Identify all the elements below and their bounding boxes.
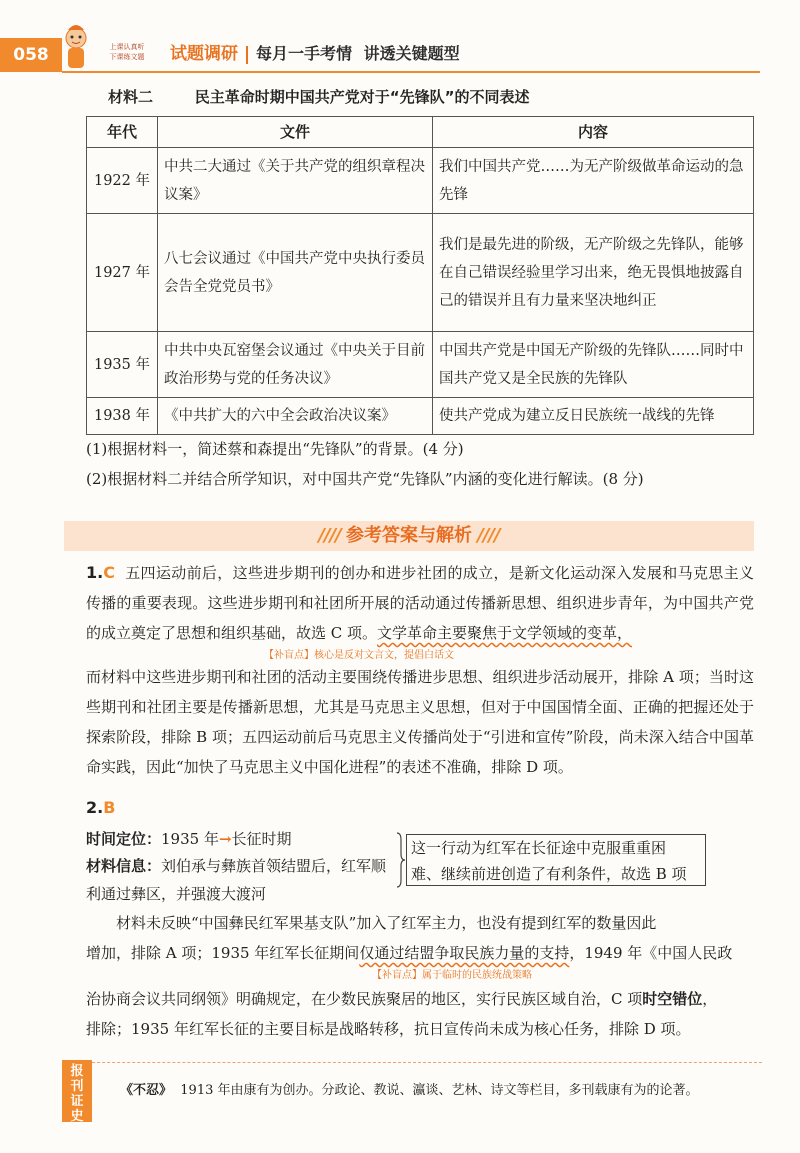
answers-banner-label: 参考答案与解析 <box>346 525 472 546</box>
footer-divider <box>62 1062 762 1063</box>
document-cell: 《中共扩大的六中全会政治决议案》 <box>158 398 433 435</box>
slogan-line-2: 下课练文题 <box>109 53 145 61</box>
answer-2-line-3 <box>86 984 754 1014</box>
column-header: 文件 <box>158 117 433 148</box>
year-cell: 1935 年 <box>87 332 158 398</box>
footer-note <box>120 1081 699 1101</box>
content-cell: 我们中国共产党……为无产阶级做革命运动的急先锋 <box>433 148 754 214</box>
banner-decoration-icon: //// <box>318 525 346 546</box>
content-cell: 我们是最先进的阶级，无产阶级之先锋队，能够在自己错误经验里学习出来，绝无畏惧地披露自己的错误并且有力量来坚决地纠正 <box>433 214 754 332</box>
year-cell: 1938 年 <box>87 398 158 435</box>
document-cell: 八七会议通过《中国共产党中央执行委员会告全党党员书》 <box>158 214 433 332</box>
brand-title: 试题调研 <box>170 44 238 64</box>
info-line-1: 刘伯承与彝族首领结盟后，红军顺 <box>161 857 387 875</box>
supplement-note: 【补盲点】核心是反对文言文，提倡白话文 <box>264 650 454 661</box>
answer-2-text: ，1949 年《中国人民政 <box>569 944 733 962</box>
table-row <box>87 332 754 398</box>
answers-banner-title <box>64 521 754 551</box>
content-cell: 使共产党成为建立反日民族统一战线的先锋 <box>433 398 754 435</box>
material-info <box>86 852 396 908</box>
time-year: 1935 年 <box>161 830 219 848</box>
document-cell: 中共中央瓦窑堡会议通过《中央关于目前政治形势与党的任务决议》 <box>158 332 433 398</box>
answer-2-line-4: 排除；1935 年红军长征的主要目标是战略转移，抗日宣传尚未成为核心任务，排除 D 项。 <box>86 1020 691 1038</box>
answer-text: 五四运动前后，这些进步期刊的创办和进步社团的成立，是新文化运动深入发展和马克思主义传播的重要表现。这些进步期刊和社团所开展的活动通过传播新思想、组织进步青年，为中国共产党的成立奠定了思想和组织基础，故选 C 项。 <box>86 564 754 642</box>
info-label: 材料信息： <box>86 857 162 875</box>
material-label: 材料二 <box>108 88 154 106</box>
conclusion-box <box>406 834 706 886</box>
answer-2-text: 增加，排除 A 项；1935 年红军长征期间 <box>86 944 360 962</box>
table-row <box>87 398 754 435</box>
footer-note-title: 《不忍》 <box>120 1083 173 1098</box>
answer-1 <box>86 558 754 648</box>
side-tab-label: 报刊证史 <box>70 1064 84 1124</box>
info-line-2: 利通过彝区，并强渡大渡河 <box>86 885 267 903</box>
header-tagline: 每月一手考情 讲透关键题型 <box>256 44 460 63</box>
question-2: (2)根据材料二并结合所学知识，对中国共产党“先锋队”内涵的变化进行解读。(8 分) <box>86 470 644 488</box>
answer-number: 1. <box>86 563 104 582</box>
answer-2-header <box>86 796 115 820</box>
column-header: 内容 <box>433 117 754 148</box>
table-row <box>87 148 754 214</box>
mascot-icon <box>62 22 90 72</box>
time-label: 时间定位： <box>86 830 162 848</box>
brace-icon <box>396 832 406 888</box>
document-cell: 中共二大通过《关于共产党的组织章程决议案》 <box>158 148 433 214</box>
table-header-row <box>87 117 754 148</box>
answer-letter: B <box>103 798 116 817</box>
annotated-phrase: 仅通过结盟争取民族力量的支持 <box>359 944 570 962</box>
side-tab <box>62 1060 92 1122</box>
answer-2-line-1: 材料未反映“中国彝民红军果基支队”加入了红军主力，也没有提到红军的数量因此 <box>116 914 657 932</box>
header-divider <box>246 46 248 64</box>
key-term: 时空错位 <box>642 990 703 1008</box>
answer-2-text: ， <box>702 990 718 1008</box>
time-position <box>86 826 292 852</box>
arrow-icon: → <box>218 830 232 848</box>
conclusion-line-2: 难、继续前进创造了有利条件，故选 B 项 <box>411 865 687 883</box>
banner-decoration-icon: //// <box>472 525 500 546</box>
header-rule <box>62 71 760 73</box>
answer-2-line-2 <box>86 938 754 968</box>
answer-number: 2. <box>86 798 104 817</box>
conclusion-line-1: 这一行动为红军在长征途中克服重重困 <box>411 839 667 857</box>
page-number: 058 <box>0 38 62 72</box>
material-title <box>108 86 530 108</box>
slogan <box>92 42 162 62</box>
answer-letter: C <box>103 563 115 582</box>
answer-2-text: 治协商会议共同纲领》明确规定，在少数民族聚居的地区，实行民族区域自治，C 项 <box>86 990 643 1008</box>
material-heading: 民主革命时期中国共产党对于“先锋队”的不同表述 <box>194 88 530 106</box>
column-header: 年代 <box>87 117 158 148</box>
year-cell: 1927 年 <box>87 214 158 332</box>
annotated-phrase: 文学革命主要聚焦于文学领域的变革， <box>377 624 633 642</box>
time-event: 长征时期 <box>231 830 292 848</box>
material-table <box>86 116 754 435</box>
table-row <box>87 214 754 332</box>
slogan-line-1: 上课认真听 <box>109 43 145 51</box>
question-1: (1)根据材料一，简述蔡和森提出“先锋队”的背景。(4 分) <box>86 440 464 458</box>
footer-note-text: 1913 年由康有为创办。分政论、教说、瀛谈、艺林、诗文等栏目，多刊载康有为的论著。 <box>180 1083 699 1098</box>
content-cell: 中国共产党是中国无产阶级的先锋队……同时中国共产党又是全民族的先锋队 <box>433 332 754 398</box>
answer-1-continued: 而材料中这些进步期刊和社团的活动主要围绕传播进步思想、组织进步活动展开，排除 A 项；当时这些期刊和社团主要是传播新思想，尤其是马克思主义思想，但对于中国国情全面、正确的把握还处于探索阶段，排除 B 项；五四运动前后马克思主义传播尚处于“引进和宣传”阶段，尚未深入结合中国革命实践，因此“加快了马克思主义中国化进程”的表述不准确，排除 D 项。 <box>86 668 754 776</box>
supplement-note: 【补盲点】属于临时的民族统战策略 <box>372 970 532 981</box>
year-cell: 1922 年 <box>87 148 158 214</box>
